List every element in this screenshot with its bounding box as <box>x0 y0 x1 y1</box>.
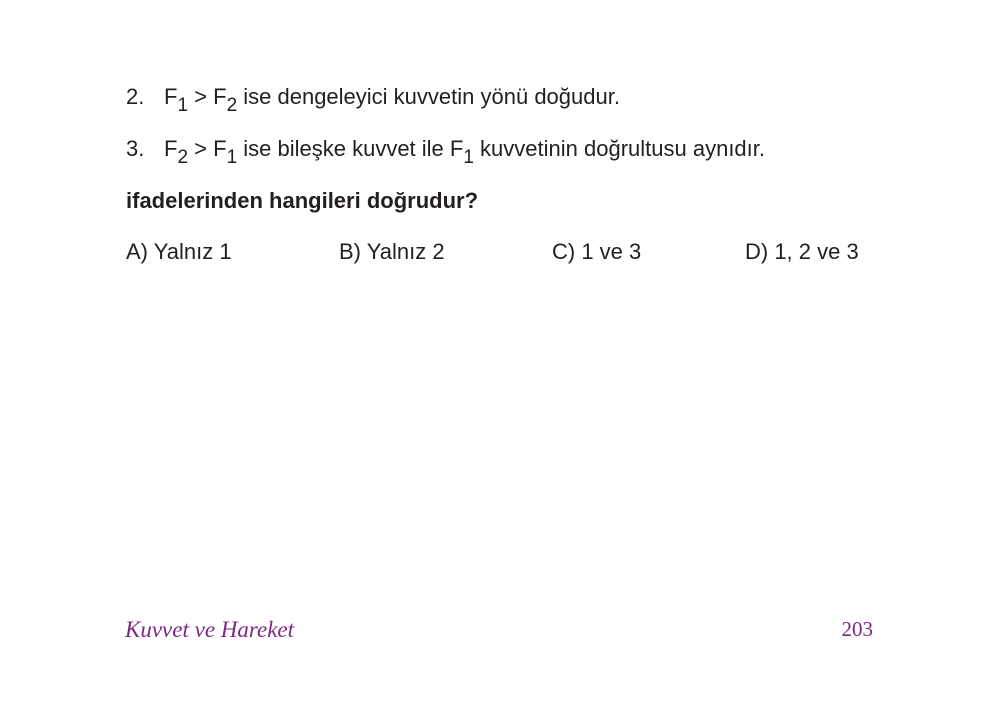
force-symbol: F <box>213 84 227 109</box>
answer-option-d[interactable]: D) 1, 2 ve 3 <box>745 239 859 264</box>
force-symbol: F <box>164 84 178 109</box>
statement-text: ise dengeleyici kuvvetin yönü doğudur. <box>237 84 620 109</box>
force-subscript: 1 <box>177 95 189 116</box>
statement-text: ise bileşke kuvvet ile <box>237 136 450 161</box>
statement-3 <box>126 136 765 168</box>
statement-text: kuvvetinin doğrultusu aynıdır. <box>473 136 765 161</box>
comparison-operator: > <box>188 136 214 161</box>
statement-2 <box>126 84 620 116</box>
force-subscript: 1 <box>463 147 474 168</box>
force-symbol: F <box>449 136 464 161</box>
footer-title: Kuvvet ve Hareket <box>125 617 294 642</box>
force-subscript: 1 <box>226 147 238 168</box>
force-symbol: F <box>164 136 178 161</box>
question-prompt: ifadelerinden hangileri doğrudur? <box>126 188 479 213</box>
force-symbol: F <box>213 136 227 161</box>
comparison-operator: > <box>188 84 214 109</box>
force-subscript: 2 <box>226 95 238 116</box>
answer-option-b[interactable]: B) Yalnız 2 <box>339 239 445 264</box>
answer-option-c[interactable]: C) 1 ve 3 <box>552 239 642 264</box>
statement-number: 3. <box>126 136 145 161</box>
answer-option-a[interactable]: A) Yalnız 1 <box>126 239 232 264</box>
statement-number: 2. <box>126 84 145 109</box>
page-number: 203 <box>841 617 873 641</box>
force-subscript: 2 <box>177 147 189 168</box>
